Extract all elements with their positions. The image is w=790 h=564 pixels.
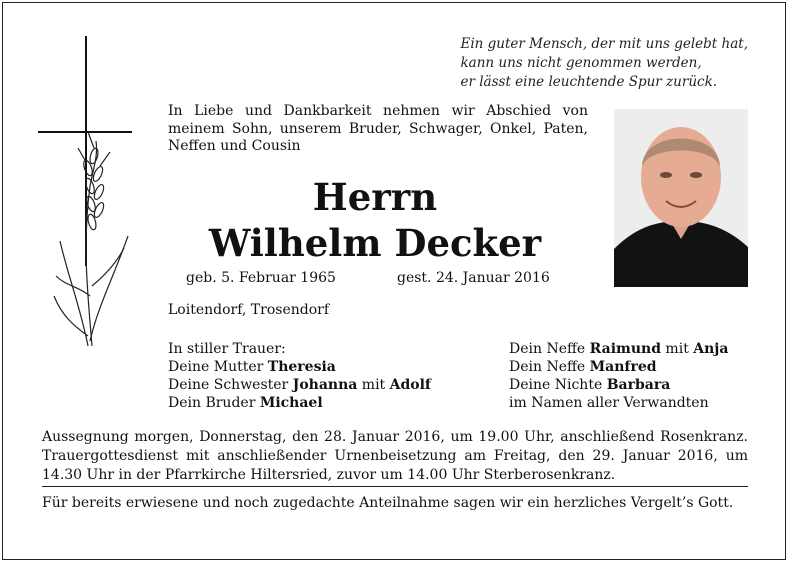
mourners-left xyxy=(168,340,431,412)
salutation: Herrn xyxy=(312,175,438,219)
death-date: gest. 24. Januar 2016 xyxy=(397,270,550,286)
mourner-line: Deine Schwester Johanna mit Adolf xyxy=(168,377,431,393)
quote-line: kann uns nicht genommen werden, xyxy=(460,55,702,71)
thanks-text: Für bereits erwiesene und noch zugedachte Anteilnahme sagen wir ein herzliches Vergelt’s Gott. xyxy=(42,495,734,511)
mourner-line: Deine Mutter Theresia xyxy=(168,359,336,375)
quote-line: er lässt eine leuchtende Spur zurück. xyxy=(460,74,718,90)
mourner-line: Dein Bruder Michael xyxy=(168,395,323,411)
divider xyxy=(42,486,748,487)
portrait-photo xyxy=(614,109,748,287)
place-of-residence: Loitendorf, Trosendorf xyxy=(168,302,330,318)
mourner-line: Dein Neffe Raimund mit Anja xyxy=(509,341,729,357)
mourners-right xyxy=(509,340,728,412)
mourner-line: Dein Neffe Manfred xyxy=(509,359,657,375)
mourner-line: In stiller Trauer: xyxy=(168,341,286,357)
mourner-line: Deine Nichte Barbara xyxy=(509,377,671,393)
quote-line: Ein guter Mensch, der mit uns gelebt hat, xyxy=(460,36,748,52)
deceased-name: Wilhelm Decker xyxy=(208,221,542,265)
birth-date: geb. 5. Februar 1965 xyxy=(186,270,336,286)
service-details: Aussegnung morgen, Donnerstag, den 28. Januar 2016, um 19.00 Uhr, anschließend Rosenkranz. Trauergottesdienst mit anschließender Urnenbeisetzung am Freitag, den 29. Januar 2016, um 14.30 Uhr in der Pfarrkirche Hiltersried, zuvor um 14.00 Uhr Sterberosenkranz. xyxy=(42,429,748,483)
memorial-quote xyxy=(460,35,748,92)
mourner-line: im Namen aller Verwandten xyxy=(509,395,709,411)
cross-with-wheat-icon xyxy=(38,36,138,356)
intro-text: In Liebe und Dankbarkeit nehmen wir Abschied von meinem Sohn, unserem Bruder, Schwager, Onkel, Paten, Neffen und Cousin xyxy=(168,103,588,154)
